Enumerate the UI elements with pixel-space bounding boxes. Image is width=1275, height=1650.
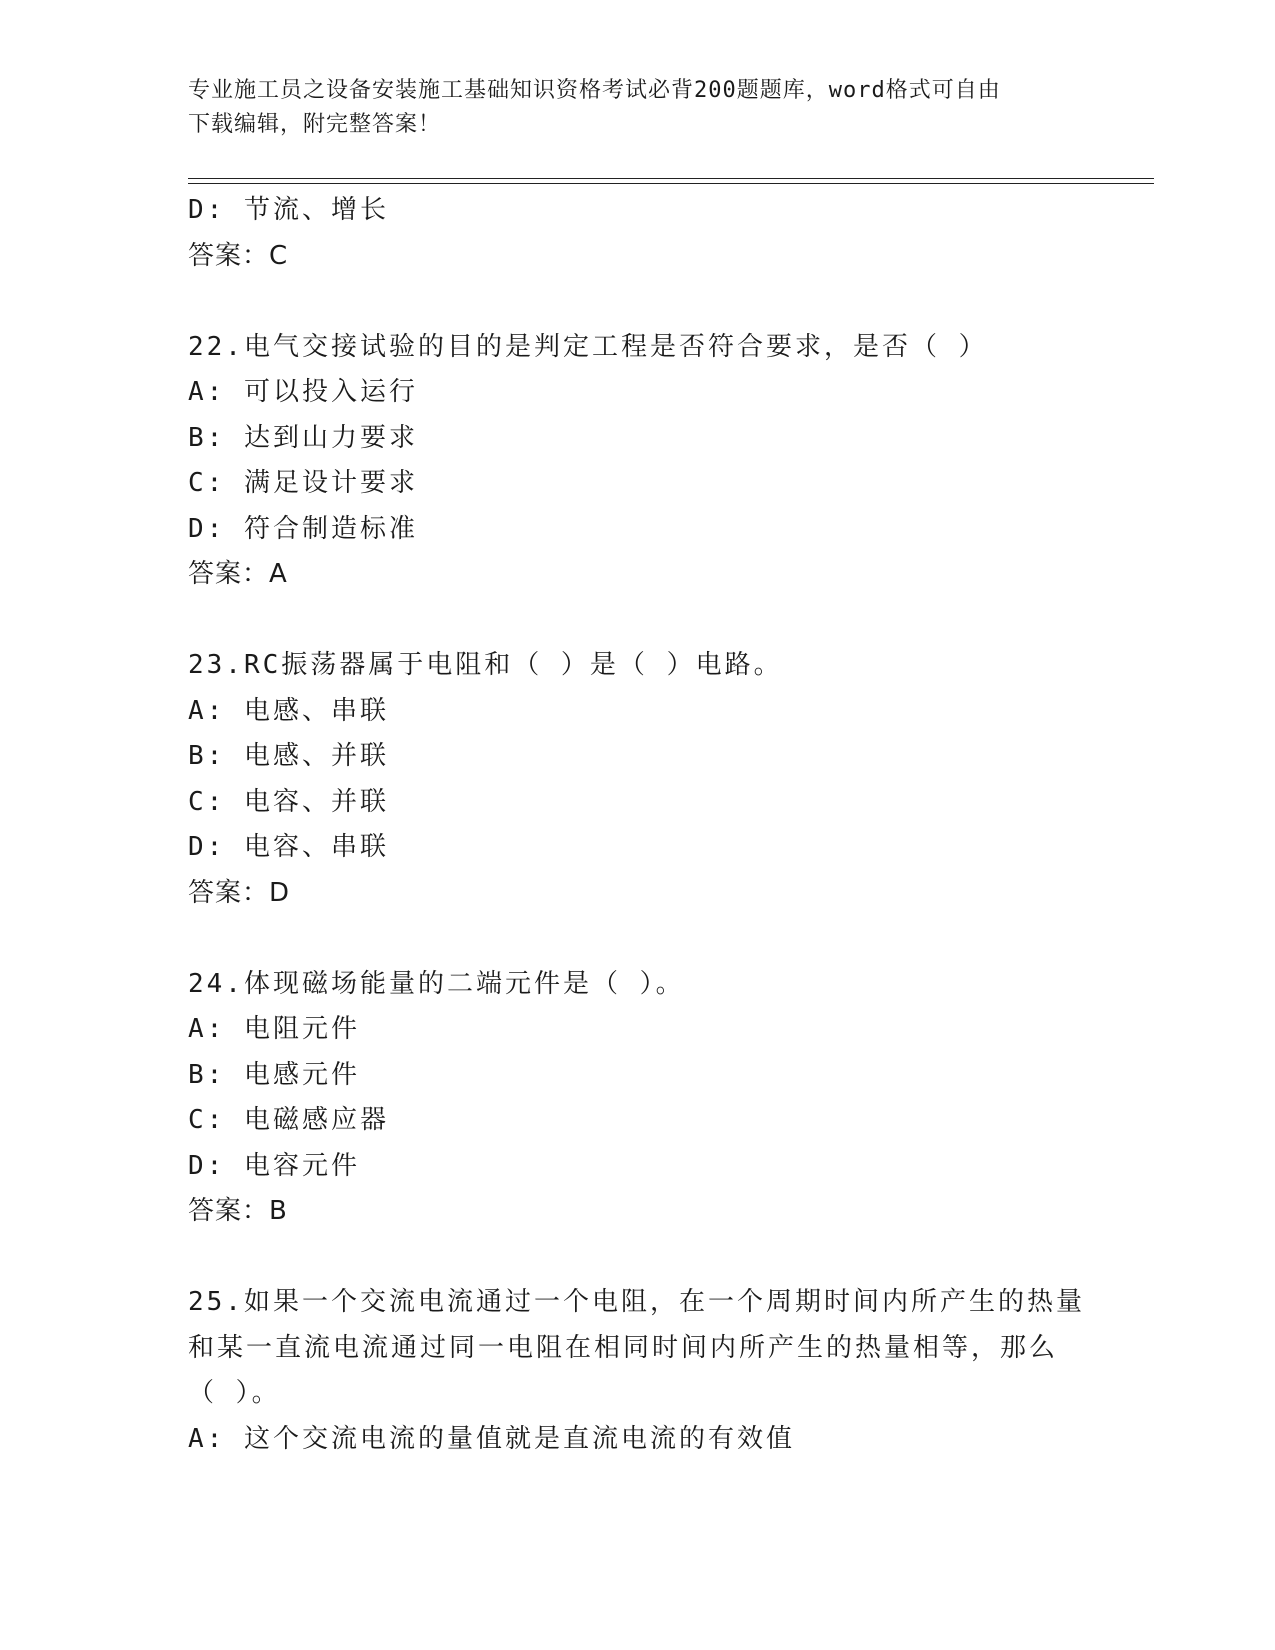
prev-answer: 答案：C [188,240,289,271]
question-25 [188,1280,1088,1462]
option-b: B: 电感元件 [188,1059,360,1090]
question-text: 23.RC振荡器属于电阻和（ ）是（ ）电路。 [188,650,783,680]
option-b: B: 电感、并联 [188,741,389,771]
option-b: B: 达到山力要求 [188,422,418,453]
option-c: C: 满足设计要求 [188,468,418,498]
option-a: A: 这个交流电流的量值就是直流电流的有效值 [188,1423,795,1454]
option-a: A: 电感、串联 [188,695,389,726]
document-header [188,74,1088,142]
question-24 [188,962,1088,1235]
question-text-line-3: （ ）。 [188,1378,281,1408]
question-text-line-1: 25.如果一个交流电流通过一个电阻，在一个周期时间内所产生的热量 [188,1287,1085,1317]
header-divider-top [188,178,1154,179]
answer: 答案：B [188,1196,288,1226]
header-title-line-2: 下载编辑，附完整答案！ [188,112,442,137]
question-23 [188,643,1088,916]
header-divider-bottom [188,183,1154,184]
document-body [188,188,1088,1462]
spacer [188,279,1088,325]
prev-option-d: D: 节流、增长 [188,195,389,225]
header-title-line-1: 专业施工员之设备安装施工基础知识资格考试必背200题题库，word格式可自由 [188,78,1001,103]
question-text: 22.电气交接试验的目的是判定工程是否符合要求，是否（ ） [188,331,988,362]
spacer [188,1235,1088,1281]
option-d: D: 电容元件 [188,1150,360,1181]
option-a: A: 电阻元件 [188,1014,360,1044]
spacer [188,598,1088,644]
answer: 答案：A [188,559,288,589]
question-text-line-2: 和某一直流电流通过同一电阻在相同时间内所产生的热量相等，那么 [188,1332,1059,1363]
option-d: D: 符合制造标准 [188,513,418,544]
option-c: C: 电容、并联 [188,786,389,817]
question-text: 24.体现磁场能量的二端元件是（ ）。 [188,968,685,999]
option-a: A: 可以投入运行 [188,377,418,407]
question-22 [188,325,1088,598]
spacer [188,916,1088,962]
option-c: C: 电磁感应器 [188,1105,389,1135]
answer: 答案：D [188,877,291,908]
option-d: D: 电容、串联 [188,832,389,862]
